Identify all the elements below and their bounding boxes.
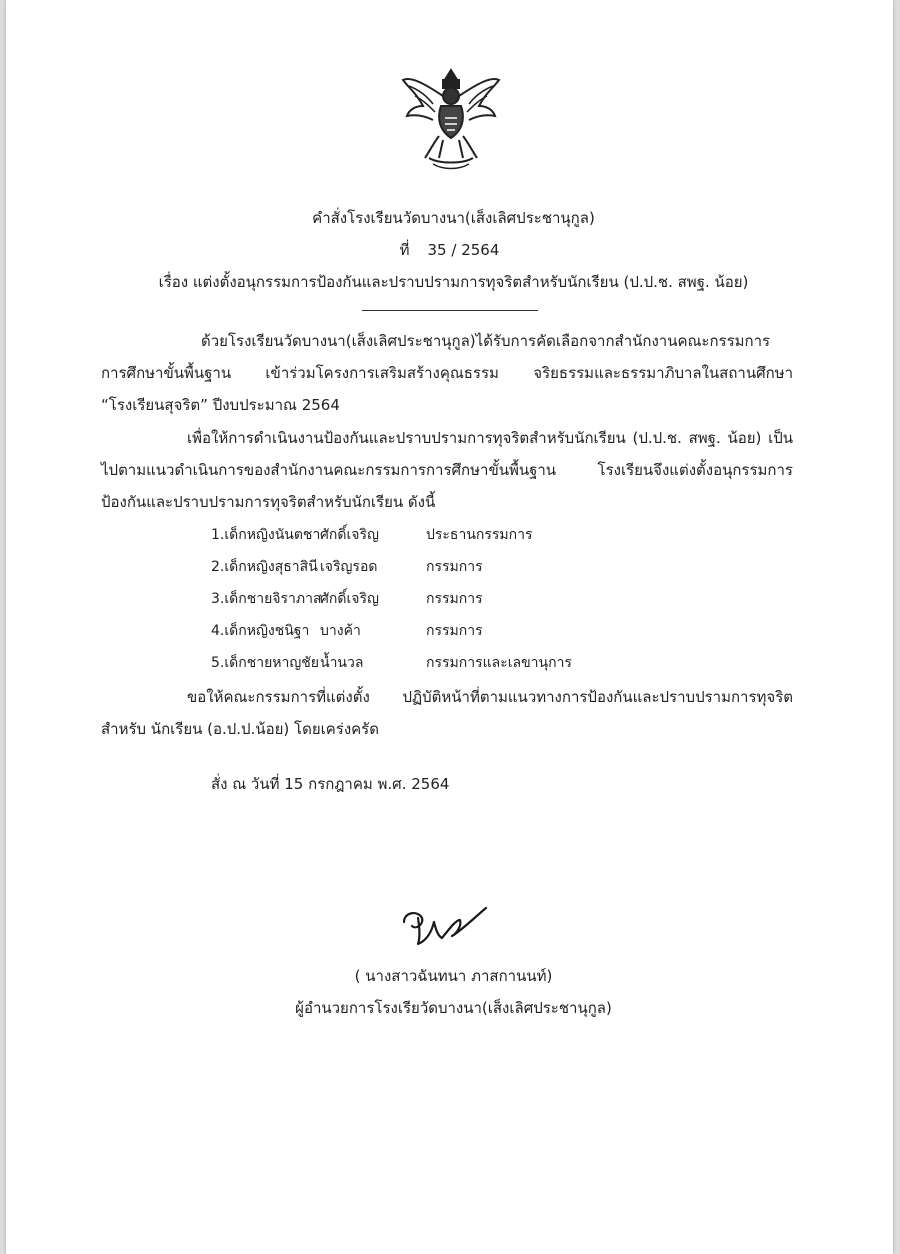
signatory-name: ( นางสาวฉันทนา ภาสกานนท์) (354, 967, 553, 985)
member-role: กรรมการ (426, 623, 483, 639)
order-subject: เรื่อง แต่งตั้งอนุกรรมการป้องกันและปราบปรามการทุจริตสำหรับนักเรียน (ป.ป.ช. สพฐ. น้อย) (158, 273, 749, 291)
signature-mark (398, 900, 490, 948)
member-surname: บางค้า (320, 623, 361, 639)
member-surname: ศักดิ์เจริญ (320, 591, 379, 607)
document-page (6, 0, 893, 1254)
member-name: 1.เด็กหญิงนันตชา (211, 527, 321, 543)
committee-member (211, 647, 631, 679)
member-name: 5.เด็กชายหาญชัย (211, 655, 320, 671)
committee-member (211, 615, 631, 647)
member-role: กรรมการและเลขานุการ (426, 655, 572, 671)
header-divider (362, 310, 538, 311)
member-surname: เจริญรอด (320, 559, 378, 575)
member-name: 4.เด็กหญิงชนิฐา (211, 623, 310, 639)
committee-member (211, 583, 631, 615)
paragraph-instruction: ขอให้คณะกรรมการที่แต่งตั้ง ปฏิบัติหน้าที่ตามแนวทางการป้องกันและปราบปรามการทุจริตสำหรับ นักเรียน (อ.ป.ป.น้อย) โดยเคร่งครัด (101, 688, 793, 738)
garuda-emblem-icon (399, 66, 503, 174)
committee-member-list (211, 519, 631, 679)
committee-member (211, 519, 631, 551)
order-number-value: 35 / 2564 (427, 241, 500, 259)
paragraph-background: ด้วยโรงเรียนวัดบางนา(เส็งเลิศประชานุกูล)ได้รับการคัดเลือกจากสำนักงานคณะกรรมการการศึกษาขั้นพื้นฐาน เข้าร่วมโครงการเสริมสร้างคุณธรรม จริยธรรมและธรรมาภิบาลในสถานศึกษา “โรงเรียนสุจริต” ปีงบประมาณ 2564 (101, 332, 793, 414)
member-name: 3.เด็กชายจิราภาส (211, 591, 322, 607)
member-role: ประธานกรรมการ (426, 527, 533, 543)
committee-member (211, 551, 631, 583)
paragraph-purpose: เพื่อให้การดำเนินงานป้องกันและปราบปรามการทุจริตสำหรับนักเรียน (ป.ป.ช. สพฐ. น้อย) เป็นไปตามแนวดำเนินการของสำนักงานคณะกรรมการการศึกษาขั้นพื้นฐาน โรงเรียนจึงแต่งตั้งอนุกรรมการป้องกันและปราบปรามการทุจริตสำหรับนักเรียน ดังนี้ (101, 429, 793, 511)
order-number-label: ที่ (399, 241, 410, 259)
member-surname: ศักดิ์เจริญ (320, 527, 379, 543)
member-role: กรรมการ (426, 591, 483, 607)
member-role: กรรมการ (426, 559, 483, 575)
signatory-position: ผู้อำนวยการโรงเรียวัดบางนา(เส็งเลิศประชานุกูล) (295, 999, 612, 1017)
order-date: สั่ง ณ วันที่ 15 กรกฎาคม พ.ศ. 2564 (211, 775, 450, 793)
member-name: 2.เด็กหญิงสุธาสินี (211, 559, 318, 575)
order-title: คำสั่งโรงเรียนวัดบางนา(เส็งเลิศประชานุกูล) (312, 209, 595, 227)
member-surname: น้ำนวล (320, 655, 364, 671)
order-number (6, 238, 893, 262)
